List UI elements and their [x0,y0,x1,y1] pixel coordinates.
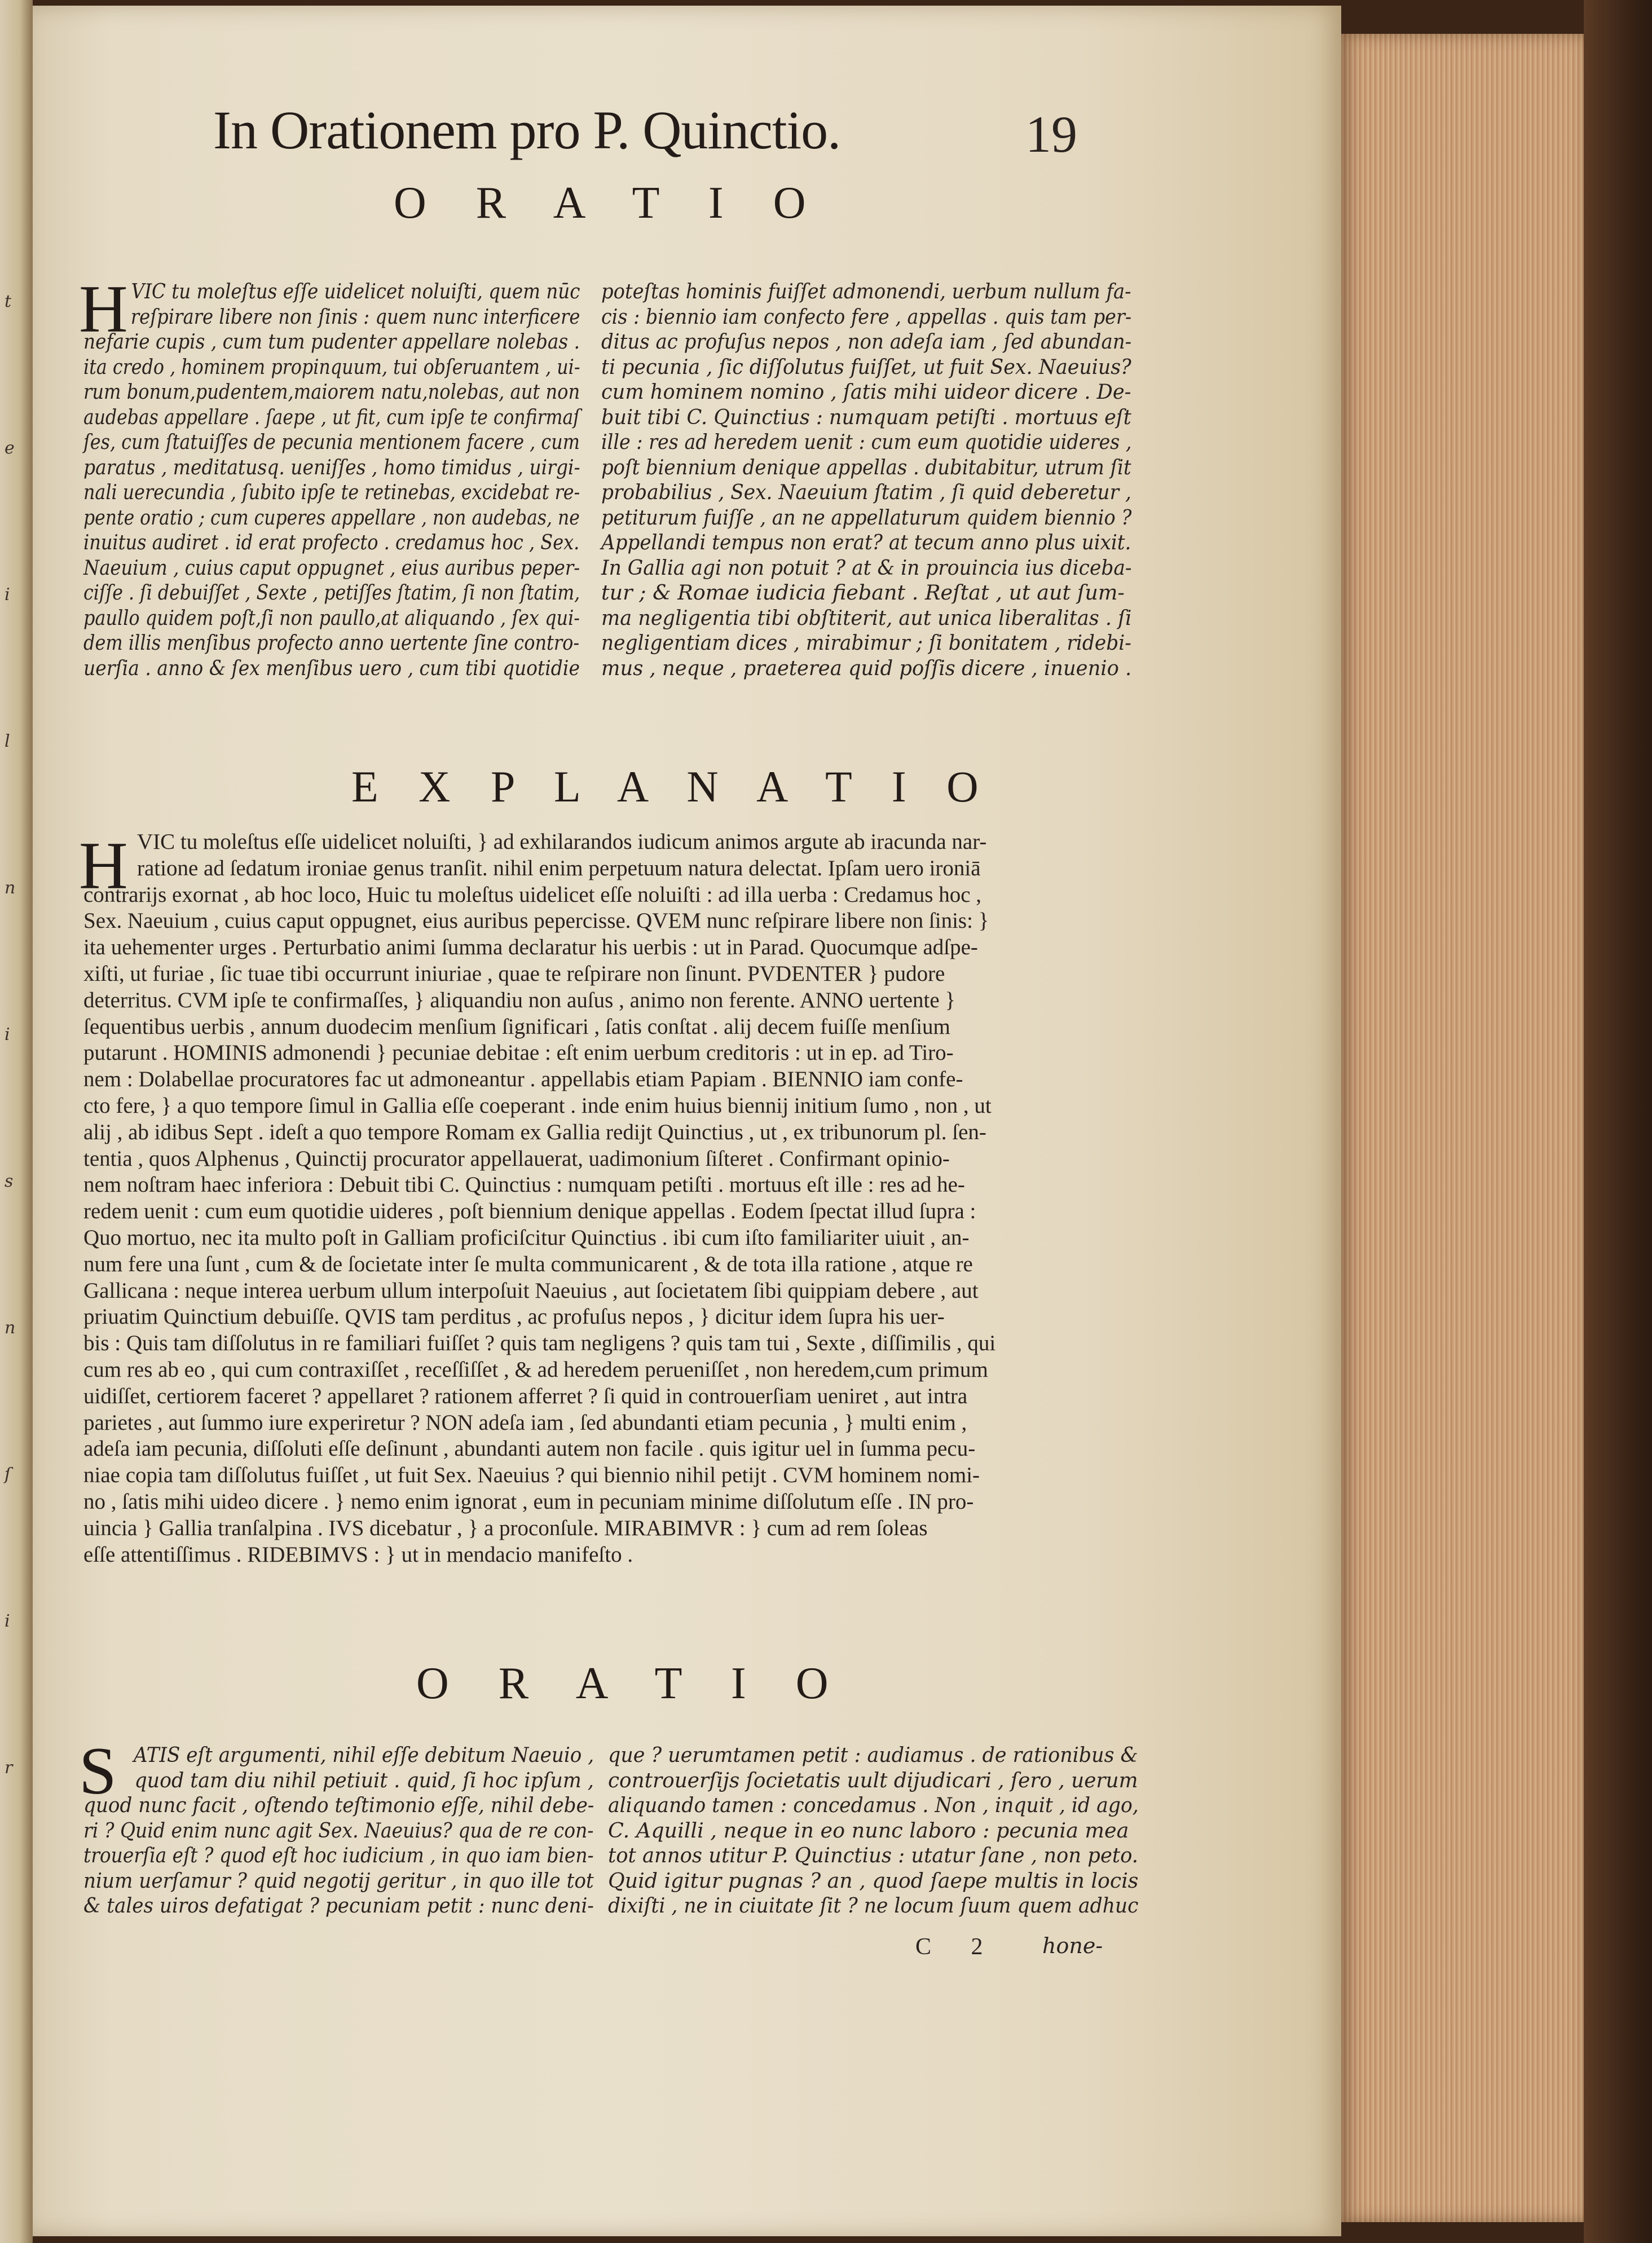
text-line: parietes , aut ſummo iure experiretur ? NON adeſa iam , ſed abundanti etiam pecunia , } multi enim , [83,1410,967,1435]
text-line: dem illis menſibus profecto anno uertente ſine contro- [83,631,580,655]
previous-page-fragment: i [5,1025,10,1045]
text-line: redem uenit : cum eum quotidie uideres , poſt biennium denique appellas . Eodem ſpectat illud ſupra : [83,1199,976,1224]
text-line: C. Aquilli , neque in eo nunc laboro : pecunia mea [608,1818,1129,1843]
previous-page-fragment: l [5,731,10,751]
previous-page-fragment: i [5,1611,10,1631]
text-line: deterritus. CVM ipſe te confirmaſſes, } aliquandiu non auſus , animo non ferente. ANNO uertente } [83,988,956,1012]
text-line: quod nunc facit , oſtendo teſtimonio eſſe, nihil debe- [83,1793,594,1817]
text-line: VIC tu moleſtus eſſe uidelicet noluiſti, } ad exhilarandos iudicum animos argute ab iracunda nar- [137,830,987,854]
text-line: nem : Dolabellae procuratores fac ut admoneantur . appellabis etiam Papiam . BIENNIO iam confe- [83,1067,963,1092]
drop-cap-2: H [79,828,128,903]
text-line: adeſa iam pecunia, diſſoluti eſſe deſinunt , abundanti autem non facile . quis igitur uel in ſumma pecu- [83,1436,976,1461]
text-line: nali uerecundia , ſubito ipſe te retinebas, excidebat re- [83,480,580,504]
text-line: quod tam diu nihil petiuit . quid, ſi hoc ipſum , [134,1768,594,1792]
text-line: contrarijs exornat , ab hoc loco, Huic tu moleſtus uidelicet eſſe noluiſti : ad illa uerba : Credamus hoc , [83,882,982,907]
previous-page-fragment: ſ [5,1465,11,1484]
text-line: bis : Quis tam diſſolutus in re familiari fuiſſet ? quis tam negligens ? quis tam tui , Sexte , diſſimilis , qui [83,1331,996,1356]
text-line: Quid igitur pugnas ? an , quod ſaepe multis in locis [608,1868,1139,1893]
oratio-heading-1: O R A T I O [394,178,825,228]
text-line: reſpirare libere non ſinis : quem nunc interficere [130,304,580,329]
text-line: probabilius , Sex. Naeuium ſtatim , ſi quid deberetur , [601,480,1131,504]
text-line: xiſti, ut furiae , ſic tuae tibi occurrunt iniuriae , quae te reſpirare non ſinunt. PVDENTER } pudore [83,961,945,986]
signature-mark: C 2 [915,1934,1000,1960]
text-line: negligentiam dices , mirabimur ; ſi bonitatem , ridebi- [601,631,1131,655]
previous-page-fragment: r [5,1758,13,1778]
text-line: paullo quidem poſt,ſi non paullo,at aliquando , ſex qui- [83,605,580,630]
text-line: pente oratio ; cum cuperes appellare , non audebas, ne [83,505,580,530]
book-cover-edge [1584,0,1652,2243]
text-line: petiturum fuiſſe , an ne appellaturum quidem biennio ? [601,505,1132,530]
text-line: cum hominem nomino , ſatis mihi uideor dicere . De- [601,380,1131,404]
text-line: Gallicana : neque interea uerbum ullum interpoſuit Naeuius , aut ſocietatem ſibi quippiam debere , aut [83,1278,979,1303]
text-line: tentia , quos Alphenus , Quinctij procurator appellauerat, uadimonium ſiſteret . Confirmant opinio- [83,1146,950,1171]
text-line: aliquando tamen : concedamus . Non , inquit , id ago, [608,1793,1139,1817]
text-line: controuerſijs ſocietatis uult dijudicari , ſero , uerum [608,1768,1138,1792]
text-line: cto fere, } a quo tempore ſimul in Gallia eſſe coeperant . inde enim huius biennij initium ſumo , non , ut [83,1093,992,1118]
text-line: num fere una ſunt , cum & de ſocietate inter ſe multa communicarent , & de tota illa ratione , atque re [83,1252,973,1276]
text-line: no , ſatis mihi uideo dicere . } nemo enim ignorat , eum in pecuniam minime diſſolutum eſſe . IN pro- [83,1489,974,1514]
text-line: ti pecunia , ſic diſſolutus fuiſſet, ut fuit Sex. Naeuius? [601,354,1131,379]
text-line: uincia } Gallia tranſalpina . IVS dicebatur , } a proconſule. MIRABIMVR : } cum ad rem ſoleas [83,1515,928,1540]
text-line: Sex. Naeuium , cuius caput oppugnet, eius auribus pepercisse. QVEM nunc reſpirare libere non ſinis: } [83,909,989,933]
text-line: uidiſſet, certiorem faceret ? appellaret ? rationem afferret ? ſi quid in controuerſiam ueniret , aut intra [83,1383,968,1408]
text-line: cum res ab eo , qui cum contraxiſſet , receſſiſſet , & ad heredem perueniſſet , non heredem,cum primum [83,1357,988,1382]
text-line: nem noſtram haec inferiora : Debuit tibi C. Quinctius : numquam petiſti . mortuus eſt ille : res ad he- [83,1173,965,1197]
page-number: 19 [1025,105,1077,163]
text-line: que ? uerumtamen petit : audiamus . de rationibus & [608,1743,1138,1767]
text-line: ma negligentia tibi obſtiterit, aut unica liberalitas . ſi [601,605,1132,630]
text-line: In Gallia agi non potuit ? at & in prouincia ius diceba- [601,555,1132,580]
text-line: dixiſti , ne in ciuitate ſit ? ne locum ſuum quem adhuc [608,1893,1139,1918]
text-line: ſequentibus uerbis , annum duodecim menſium ſignificari , ſatis conſtat . alij decem fuiſſe menſium [83,1014,950,1039]
oratio-2-right-column [608,1743,1138,1919]
text-line: ſes, cum ſtatuiſſes de pecunia mentionem facere , cum [83,430,580,454]
oratio-2-left-column [83,1743,594,1919]
text-line: niae copia tam diſſolutus fuiſſet , ut fuit Sex. Naeuius ? qui biennio nihil petijt . CVM hominem nomi- [83,1463,980,1488]
text-line: uerſia . anno & ſex menſibus uero , cum tibi quotidie [83,655,580,680]
previous-page-fragment: s [5,1171,14,1191]
text-line: nefarie cupis , cum tum pudenter appellare nolebas . [83,329,580,354]
explanatio-heading: E X P L A N A T I O [351,762,993,811]
oratio-1-left-column [83,279,580,681]
text-line: poteſtas hominis fuiſſet admonendi, uerbum nullum fa- [601,279,1131,303]
explanatio-body [83,829,1155,1568]
text-line: ita credo , hominem propinquum, tui obſeruantem , ui- [83,354,580,379]
text-line: audebas appellare . ſaepe , ut fit, cum ipſe te confirmaſ [83,404,580,429]
text-line: ri ? Quid enim nunc agit Sex. Naeuius? qua de re con- [83,1818,594,1843]
previous-page-fragment: n [5,1318,16,1338]
previous-page-edge [0,0,33,2243]
text-line: Naeuium , cuius caput oppugnet , eius auribus peper- [83,555,580,580]
text-line: rum bonum,pudentem,maiorem natu,nolebas, aut non [83,380,580,404]
text-line: tot annos utitur P. Quinctius : utatur ſane , non peto. [608,1843,1139,1867]
text-line: eſſe attentiſſimus . RIDEBIMVS : } ut in mendacio manifeſto . [83,1542,633,1567]
page-fore-edge [1341,34,1584,2222]
text-line: priuatim Quinctium debuiſſe. QVIS tam perditus , ac profuſus nepos , } dicitur idem ſupra his uer- [83,1305,945,1329]
drop-cap-3: S [79,1733,117,1808]
text-line: ratione ad ſedatum ironiae genus tranſit. nihil enim perpetuum natura delectat. Ipſam uero ironiā [137,856,981,880]
text-line: Appellandi tempus non erat? at tecum anno plus uixit. [601,530,1131,554]
text-line: poſt biennium denique appellas . dubitabitur, utrum ſit [601,455,1131,479]
text-line: inuitus audiret . id erat profecto . credamus hoc , Sex. [83,530,580,554]
text-line: cis : biennio iam confecto fere , appellas . quis tam per- [601,304,1132,329]
text-line: mus , neque , praeterea quid poſſis dicere , inuenio . [601,655,1132,680]
text-line: paratus , meditatusq. ueniſſes , homo timidus , uirgi- [83,455,580,479]
text-line: trouerſia eſt ? quod eſt hoc iudicium , in quo iam bien- [83,1843,594,1867]
text-line: alij , ab idibus Sept . ideſt a quo tempore Romam ex Gallia redijt Quinctius , ut , ex tribunorum pl. ſen- [83,1120,986,1144]
text-line: tur ; & Romae iudicia fiebant . Reſtat , ut aut ſum- [601,580,1125,605]
text-line: ATIS eſt argumenti, nihil eſſe debitum Naeuio , [133,1743,594,1767]
text-line: putarunt . HOMINIS admonendi } pecuniae debitae : eſt enim uerbum creditoris : ut in ep. ad Tiro- [83,1041,954,1065]
text-line: & tales uiros defatigat ? pecuniam petit : nunc deni- [83,1893,594,1918]
oratio-1-right-column [601,279,1131,681]
text-line: ille : res ad heredem uenit : cum eum quotidie uideres , [601,430,1132,454]
text-line: ditus ac profuſus nepos , non adeſa iam , ſed abundan- [601,329,1132,354]
oratio-heading-2: O R A T I O [416,1659,848,1708]
previous-page-fragment: t [5,292,12,311]
previous-page-fragment: n [5,878,16,898]
catchword: hone- [1042,1933,1103,1958]
text-line: VIC tu moleſtus eſſe uidelicet noluiſti, quem nūc [131,279,580,303]
running-head: In Orationem pro P. Quinctio. [213,100,841,160]
book-page [33,6,1341,2236]
text-line: ita uehementer urges . Perturbatio animi ſumma declaratur his uerbis : ut in Parad. Quocumque adſpe- [83,935,978,960]
text-line: Quo mortuo, nec ita multo poſt in Galliam proficiſcitur Quinctius . ibi cum iſto familiariter uiuit , an- [83,1225,970,1250]
drop-cap-1: H [79,271,128,346]
previous-page-fragment: i [5,585,10,605]
previous-page-fragment: e [5,438,15,458]
text-line: buit tibi C. Quinctius : numquam petiſti . mortuus eſt [601,404,1131,429]
text-line: ciſſe . ſi debuiſſet , Sexte , petiſſes ſtatim, ſi non ſtatim, [83,580,580,605]
text-line: nium uerſamur ? quid negotij geritur , in quo ille tot [83,1868,594,1893]
